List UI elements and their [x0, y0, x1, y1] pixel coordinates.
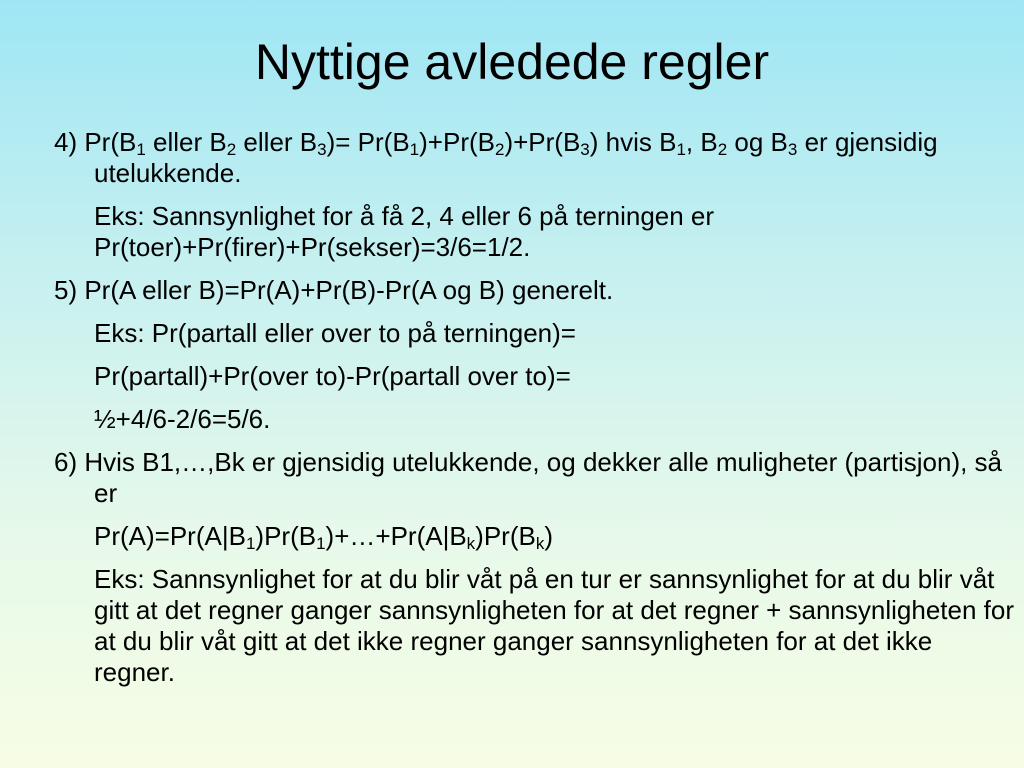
rule-4-example: Eks: Sannsynlighet for å få 2, 4 eller 6 på terningen er Pr(toer)+Pr(firer)+Pr(sekser)=3/6=1/2. [94, 201, 715, 262]
slide-body [54, 127, 1014, 700]
rule-5-example-line-3: ½+4/6-2/6=5/6. [94, 404, 271, 434]
rule-5-example-line-1: Eks: Pr(partall eller over to på terningen)= [94, 318, 576, 348]
slide-title: Nyttige avledede regler [254, 34, 770, 90]
rule-6-example: Eks: Sannsynlighet for at du blir våt på en tur er sannsynlighet for at du blir våt gitt at det regner ganger sannsynligheten for at det regner + sannsynligheten for at du blir våt gitt at det ikke regner ganger sannsynligheten for at det ikke regner. [94, 564, 1014, 687]
rule-5-example-line-2: Pr(partall)+Pr(over to)-Pr(partall over to)= [94, 361, 571, 391]
rule-4: 4) $Pr(B_1$ eller $B_2$ eller $B_3)= Pr(B_1)+Pr(B_2)+Pr(B_3)$ hvis $B_1$, $B_2$ og $B_3$ er gjensidig utelukkende. [54, 127, 938, 188]
rule-6: 6) Hvis B1,…,Bk er gjensidig utelukkende, og dekker alle muligheter (partisjon), så er [54, 447, 1003, 508]
rule-6-formula: $Pr(A)=Pr(A|B_1)Pr(B_1)+\dots+Pr(A|B_k)Pr(B_k)$ [94, 521, 554, 553]
rule-5: 5) Pr(A eller B)=Pr(A)+Pr(B)-Pr(A og B) generelt. [54, 275, 614, 305]
